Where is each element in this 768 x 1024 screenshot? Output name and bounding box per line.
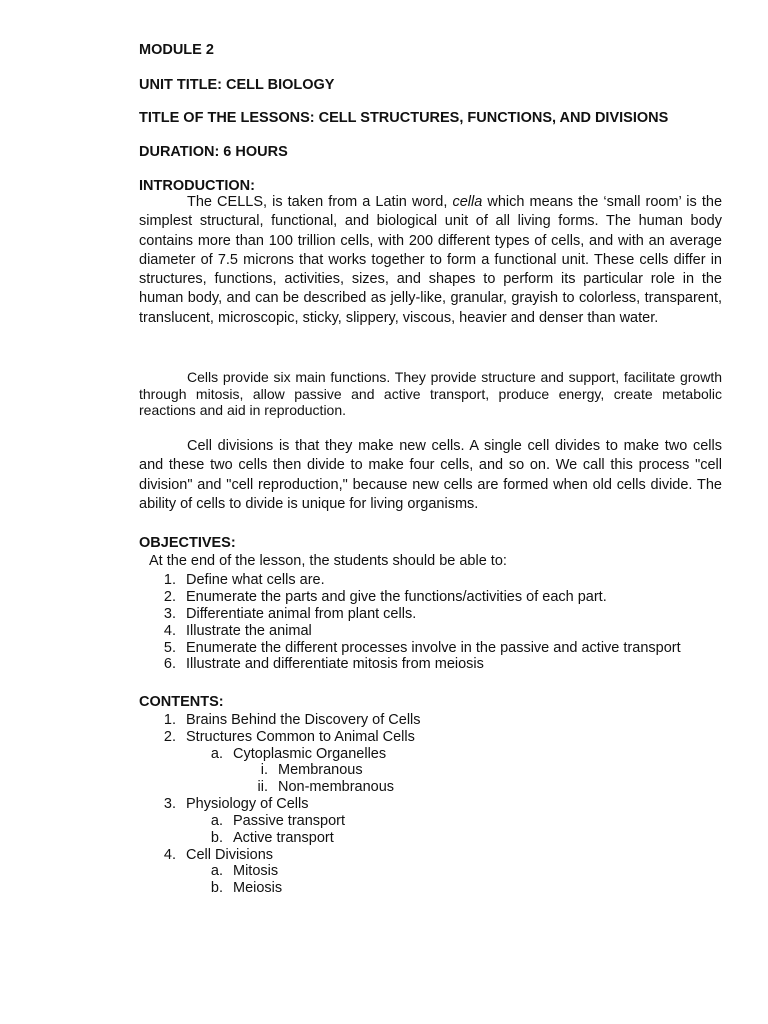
objective-item bbox=[160, 640, 681, 657]
contents-subitem bbox=[207, 813, 345, 830]
contents-subitem bbox=[207, 830, 334, 847]
contents-text: Brains Behind the Discovery of Cells bbox=[186, 712, 421, 728]
contents-number: a. bbox=[210, 863, 223, 879]
contents-item bbox=[160, 847, 273, 864]
contents-subitem bbox=[207, 746, 386, 763]
intro-p2-text: Cells provide six main functions. They provide structure and support, facilitate growth through mitosis, allow passive and active transport, produce energy, create metabolic reactions and aid in reproduction. bbox=[139, 369, 722, 418]
objective-item bbox=[160, 589, 607, 606]
objective-text: Illustrate and differentiate mitosis from meiosis bbox=[186, 656, 484, 672]
objective-text: Differentiate animal from plant cells. bbox=[186, 606, 417, 622]
intro-p3-text: Cell divisions is that they make new cells. A single cell divides to make two cells and these two cells then divide to make four cells, and so on. We call this process "cell division" and "cell reproduction," because new cells are formed when old cells divide. The ability of cells to divide is unique for living organisms. bbox=[139, 438, 722, 512]
contents-item bbox=[160, 729, 415, 746]
module-heading: MODULE 2 bbox=[139, 42, 214, 58]
objective-number: 1. bbox=[163, 572, 176, 588]
objective-number: 3. bbox=[163, 606, 176, 622]
contents-number: ii. bbox=[257, 779, 268, 795]
objective-text: Enumerate the different processes involve in the passive and active transport bbox=[186, 640, 681, 656]
intro-p1-start: The CELLS, is taken from a Latin word, bbox=[187, 194, 453, 210]
contents-number: a. bbox=[210, 746, 223, 762]
unit-title: UNIT TITLE: CELL BIOLOGY bbox=[139, 77, 335, 93]
contents-subitem bbox=[207, 863, 278, 880]
objectives-heading: OBJECTIVES: bbox=[139, 535, 236, 551]
objective-item bbox=[160, 656, 484, 673]
objective-item bbox=[160, 623, 312, 640]
contents-item bbox=[160, 796, 309, 813]
introduction-heading: INTRODUCTION: bbox=[139, 178, 255, 194]
intro-p1-rest: which means the ‘small room’ is the simplest structural, functional, and biological unit of all living forms. The human body contains more than 100 trillion cells, with 200 different types of cells, and with an average diameter of 7.5 microns that works together to form a functional unit. These cells differ in structures, functions, activities, sizes, and shapes to perform its particular role in the human body, and can be described as jelly-like, granular, grayish to colorless, transparent, translucent, microscopic, sticky, slippery, viscous, heavier and denser than water. bbox=[139, 194, 723, 326]
contents-text: Structures Common to Animal Cells bbox=[186, 729, 415, 745]
objective-number: 4. bbox=[163, 623, 176, 639]
contents-number: 4. bbox=[163, 847, 176, 863]
contents-text: Membranous bbox=[278, 762, 363, 778]
contents-text: Cytoplasmic Organelles bbox=[233, 746, 387, 762]
contents-text: Physiology of Cells bbox=[186, 796, 309, 812]
introduction-paragraph-3 bbox=[139, 437, 722, 514]
objective-text: Illustrate the animal bbox=[186, 623, 312, 639]
intro-p1-italic-word: cella bbox=[452, 194, 483, 210]
contents-subsubitem bbox=[252, 779, 394, 796]
contents-subsubitem bbox=[252, 762, 363, 779]
contents-text: Mitosis bbox=[233, 863, 279, 879]
objective-number: 6. bbox=[163, 656, 176, 672]
contents-subitem bbox=[207, 880, 282, 897]
contents-number: 1. bbox=[163, 712, 176, 728]
contents-number: 3. bbox=[163, 796, 176, 812]
contents-text: Meiosis bbox=[233, 880, 283, 896]
contents-number: i. bbox=[260, 762, 268, 778]
introduction-paragraph-2 bbox=[139, 369, 722, 419]
contents-number: 2. bbox=[163, 729, 176, 745]
contents-item bbox=[160, 712, 421, 729]
contents-heading: CONTENTS: bbox=[139, 694, 224, 710]
objective-item bbox=[160, 572, 325, 589]
duration: DURATION: 6 HOURS bbox=[139, 144, 288, 160]
objective-number: 2. bbox=[163, 589, 176, 605]
contents-text: Non-membranous bbox=[278, 779, 395, 795]
contents-text: Active transport bbox=[233, 830, 334, 846]
contents-number: b. bbox=[210, 880, 223, 896]
contents-text: Cell Divisions bbox=[186, 847, 274, 863]
objective-number: 5. bbox=[163, 640, 176, 656]
introduction-paragraph-1 bbox=[139, 193, 722, 328]
objective-text: Define what cells are. bbox=[186, 572, 325, 588]
contents-text: Passive transport bbox=[233, 813, 346, 829]
contents-number: a. bbox=[210, 813, 223, 829]
lessons-title: TITLE OF THE LESSONS: CELL STRUCTURES, FUNCTIONS, AND DIVISIONS bbox=[139, 110, 669, 126]
contents-number: b. bbox=[210, 830, 223, 846]
objectives-intro: At the end of the lesson, the students should be able to: bbox=[149, 553, 507, 569]
objective-item bbox=[160, 606, 416, 623]
objective-text: Enumerate the parts and give the functions/activities of each part. bbox=[186, 589, 607, 605]
